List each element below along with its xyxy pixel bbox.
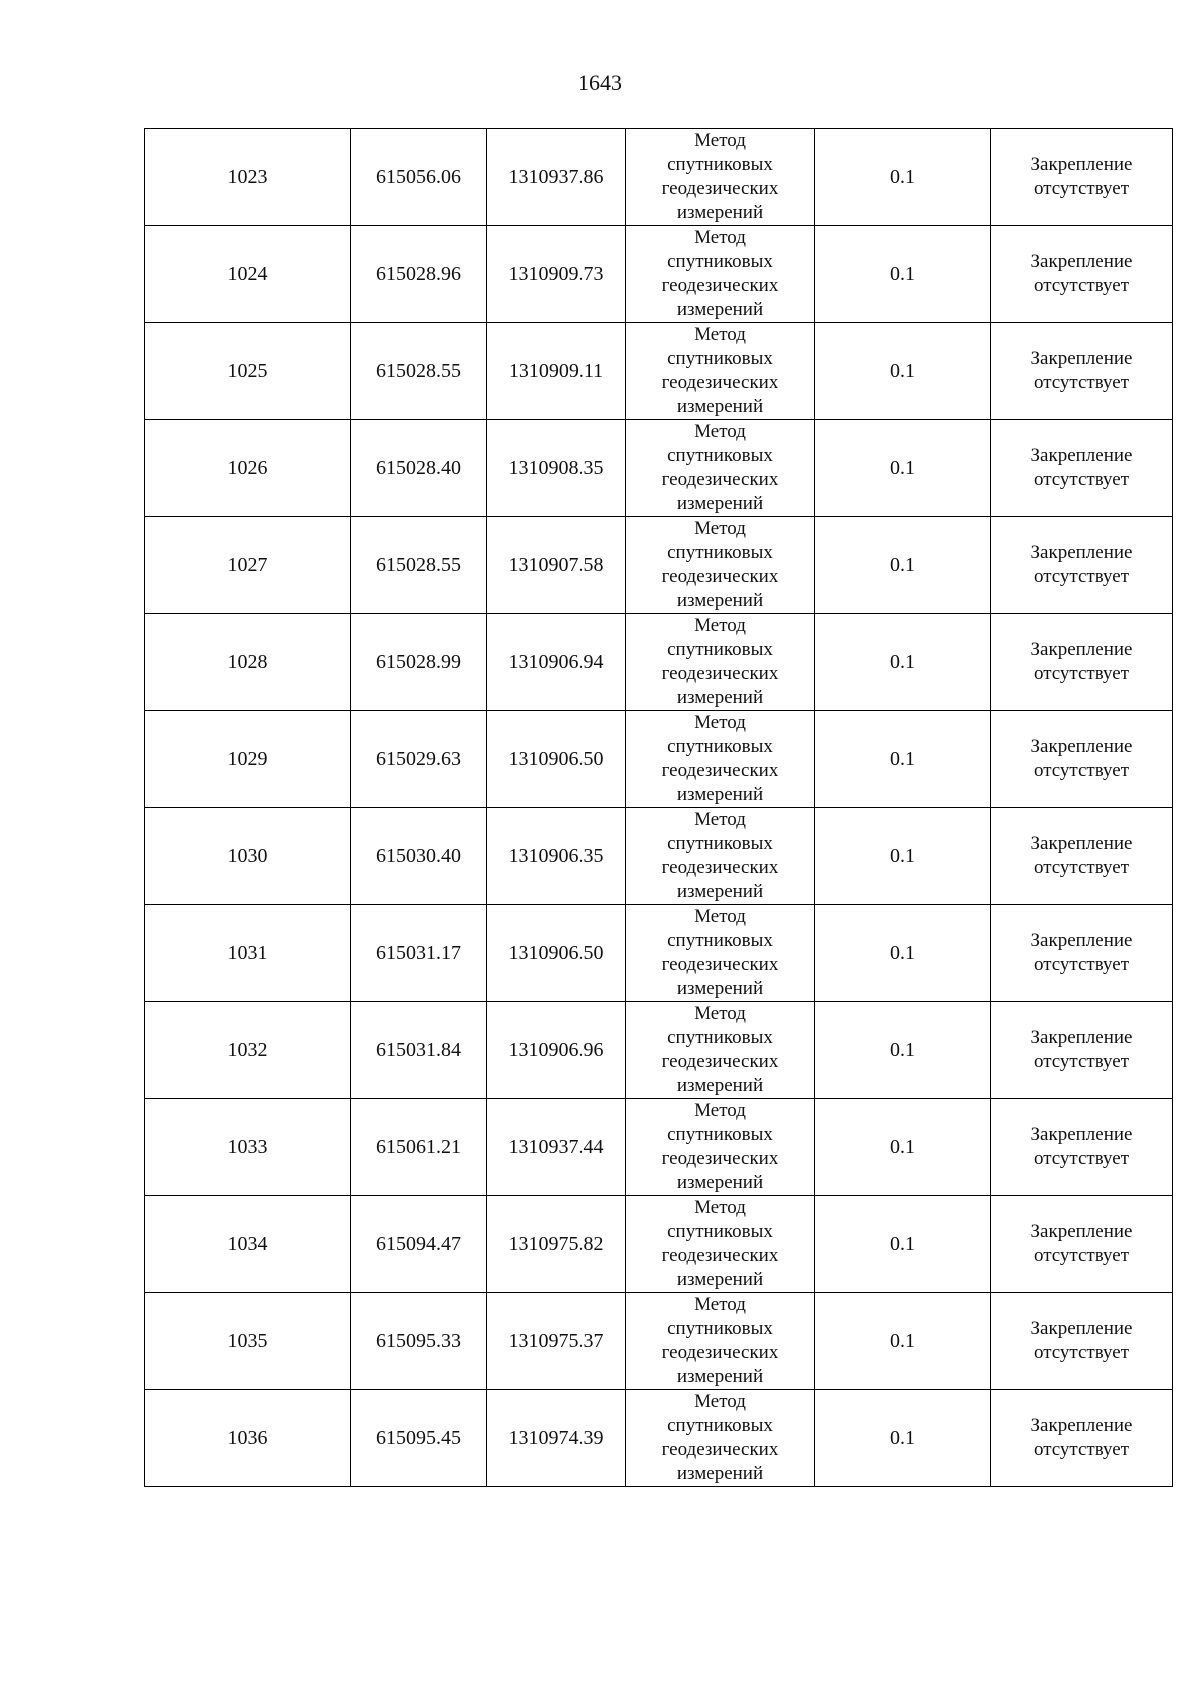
y-coordinate-cell: 1310908.35 (487, 420, 626, 517)
fixing-cell (991, 1390, 1173, 1487)
fixing-cell (991, 614, 1173, 711)
method-line: Метод (694, 615, 746, 636)
accuracy-cell: 0.1 (815, 905, 991, 1002)
accuracy-cell: 0.1 (815, 1390, 991, 1487)
y-coordinate-cell: 1310937.86 (487, 129, 626, 226)
accuracy-cell: 0.1 (815, 420, 991, 517)
x-coordinate-cell: 615028.55 (351, 517, 487, 614)
method-cell (626, 420, 815, 517)
fixing-line: Закрепление (1030, 833, 1133, 854)
method-line: геодезических (661, 954, 779, 975)
method-line: Метод (694, 518, 746, 539)
method-cell (626, 711, 815, 808)
method-line: измерений (676, 978, 764, 999)
method-line: измерений (676, 396, 764, 417)
method-line: Метод (694, 809, 746, 830)
point-number-cell: 1035 (145, 1293, 351, 1390)
fixing-line: отсутствует (1033, 566, 1130, 587)
table-row (145, 323, 1173, 420)
y-coordinate-cell: 1310906.50 (487, 905, 626, 1002)
x-coordinate-cell: 615029.63 (351, 711, 487, 808)
coordinates-table (144, 128, 1173, 1487)
method-line: Метод (694, 1197, 746, 1218)
fixing-line: Закрепление (1030, 251, 1133, 272)
accuracy-cell: 0.1 (815, 226, 991, 323)
method-line: спутниковых (667, 445, 773, 466)
y-coordinate-cell: 1310975.37 (487, 1293, 626, 1390)
fixing-line: отсутствует (1033, 1148, 1130, 1169)
fixing-line: Закрепление (1030, 154, 1133, 175)
method-line: геодезических (661, 469, 779, 490)
table-row (145, 905, 1173, 1002)
method-cell (626, 129, 815, 226)
fixing-line: Закрепление (1030, 348, 1133, 369)
method-line: Метод (694, 324, 746, 345)
fixing-cell (991, 711, 1173, 808)
point-number-cell: 1026 (145, 420, 351, 517)
method-line: геодезических (661, 857, 779, 878)
fixing-line: отсутствует (1033, 1245, 1130, 1266)
fixing-line: отсутствует (1033, 469, 1130, 490)
x-coordinate-cell: 615031.17 (351, 905, 487, 1002)
method-cell (626, 226, 815, 323)
table-row (145, 808, 1173, 905)
fixing-line: Закрепление (1030, 1318, 1133, 1339)
table-row (145, 1390, 1173, 1487)
accuracy-cell: 0.1 (815, 1002, 991, 1099)
y-coordinate-cell: 1310974.39 (487, 1390, 626, 1487)
fixing-line: отсутствует (1033, 275, 1130, 296)
method-line: геодезических (661, 566, 779, 587)
method-line: спутниковых (667, 542, 773, 563)
y-coordinate-cell: 1310975.82 (487, 1196, 626, 1293)
point-number-cell: 1030 (145, 808, 351, 905)
method-line: геодезических (661, 1051, 779, 1072)
method-cell (626, 323, 815, 420)
fixing-line: Закрепление (1030, 1124, 1133, 1145)
fixing-line: отсутствует (1033, 1439, 1130, 1460)
method-line: измерений (676, 881, 764, 902)
method-line: измерений (676, 590, 764, 611)
x-coordinate-cell: 615030.40 (351, 808, 487, 905)
page-number: 1643 (578, 70, 622, 95)
method-line: геодезических (661, 275, 779, 296)
fixing-line: отсутствует (1033, 760, 1130, 781)
method-line: измерений (676, 784, 764, 805)
method-line: измерений (676, 493, 764, 514)
table-row (145, 614, 1173, 711)
x-coordinate-cell: 615028.96 (351, 226, 487, 323)
method-cell (626, 1196, 815, 1293)
fixing-line: отсутствует (1033, 954, 1130, 975)
method-line: спутниковых (667, 1318, 773, 1339)
x-coordinate-cell: 615095.33 (351, 1293, 487, 1390)
method-cell (626, 614, 815, 711)
method-line: геодезических (661, 178, 779, 199)
fixing-line: отсутствует (1033, 1342, 1130, 1363)
method-line: спутниковых (667, 251, 773, 272)
x-coordinate-cell: 615095.45 (351, 1390, 487, 1487)
fixing-cell (991, 323, 1173, 420)
method-line: спутниковых (667, 1027, 773, 1048)
accuracy-cell: 0.1 (815, 129, 991, 226)
accuracy-cell: 0.1 (815, 1196, 991, 1293)
x-coordinate-cell: 615094.47 (351, 1196, 487, 1293)
method-line: спутниковых (667, 930, 773, 951)
method-line: Метод (694, 1003, 746, 1024)
method-line: спутниковых (667, 348, 773, 369)
table-body (145, 129, 1173, 1487)
method-line: измерений (676, 687, 764, 708)
x-coordinate-cell: 615028.55 (351, 323, 487, 420)
fixing-line: отсутствует (1033, 663, 1130, 684)
table-row (145, 1293, 1173, 1390)
method-line: Метод (694, 130, 746, 151)
point-number-cell: 1024 (145, 226, 351, 323)
method-cell (626, 1099, 815, 1196)
fixing-line: отсутствует (1033, 1051, 1130, 1072)
method-line: Метод (694, 906, 746, 927)
y-coordinate-cell: 1310909.73 (487, 226, 626, 323)
table-row (145, 1196, 1173, 1293)
point-number-cell: 1031 (145, 905, 351, 1002)
point-number-cell: 1029 (145, 711, 351, 808)
method-line: измерений (676, 202, 764, 223)
point-number-cell: 1032 (145, 1002, 351, 1099)
method-line: Метод (694, 227, 746, 248)
y-coordinate-cell: 1310906.50 (487, 711, 626, 808)
method-line: Метод (694, 1294, 746, 1315)
table-row (145, 129, 1173, 226)
fixing-cell (991, 1293, 1173, 1390)
fixing-cell (991, 1002, 1173, 1099)
x-coordinate-cell: 615028.40 (351, 420, 487, 517)
fixing-line: Закрепление (1030, 542, 1133, 563)
fixing-line: Закрепление (1030, 930, 1133, 951)
fixing-line: Закрепление (1030, 1027, 1133, 1048)
y-coordinate-cell: 1310906.35 (487, 808, 626, 905)
method-line: спутниковых (667, 1124, 773, 1145)
method-line: спутниковых (667, 736, 773, 757)
point-number-cell: 1027 (145, 517, 351, 614)
table-row (145, 711, 1173, 808)
point-number-cell: 1028 (145, 614, 351, 711)
method-line: геодезических (661, 663, 779, 684)
fixing-line: Закрепление (1030, 1415, 1133, 1436)
table-row (145, 226, 1173, 323)
method-line: геодезических (661, 1342, 779, 1363)
method-line: спутниковых (667, 639, 773, 660)
fixing-cell (991, 129, 1173, 226)
point-number-cell: 1034 (145, 1196, 351, 1293)
method-line: Метод (694, 421, 746, 442)
y-coordinate-cell: 1310906.94 (487, 614, 626, 711)
fixing-cell (991, 1196, 1173, 1293)
fixing-cell (991, 420, 1173, 517)
method-line: измерений (676, 1366, 764, 1387)
y-coordinate-cell: 1310937.44 (487, 1099, 626, 1196)
method-line: измерений (676, 299, 764, 320)
accuracy-cell: 0.1 (815, 323, 991, 420)
method-line: спутниковых (667, 833, 773, 854)
table-row (145, 420, 1173, 517)
method-line: геодезических (661, 1245, 779, 1266)
x-coordinate-cell: 615056.06 (351, 129, 487, 226)
fixing-line: отсутствует (1033, 372, 1130, 393)
point-number-cell: 1036 (145, 1390, 351, 1487)
table-row (145, 517, 1173, 614)
accuracy-cell: 0.1 (815, 808, 991, 905)
method-line: геодезических (661, 760, 779, 781)
fixing-cell (991, 905, 1173, 1002)
method-line: измерений (676, 1172, 764, 1193)
fixing-line: Закрепление (1030, 639, 1133, 660)
method-line: измерений (676, 1269, 764, 1290)
fixing-line: отсутствует (1033, 178, 1130, 199)
method-line: Метод (694, 1391, 746, 1412)
accuracy-cell: 0.1 (815, 711, 991, 808)
method-cell (626, 905, 815, 1002)
table-row (145, 1099, 1173, 1196)
accuracy-cell: 0.1 (815, 1099, 991, 1196)
fixing-line: Закрепление (1030, 1221, 1133, 1242)
x-coordinate-cell: 615061.21 (351, 1099, 487, 1196)
method-line: измерений (676, 1463, 764, 1484)
fixing-line: отсутствует (1033, 857, 1130, 878)
method-line: Метод (694, 712, 746, 733)
method-line: геодезических (661, 372, 779, 393)
fixing-cell (991, 226, 1173, 323)
point-number-cell: 1033 (145, 1099, 351, 1196)
method-line: Метод (694, 1100, 746, 1121)
method-cell (626, 808, 815, 905)
method-line: спутниковых (667, 1415, 773, 1436)
method-cell (626, 1390, 815, 1487)
x-coordinate-cell: 615028.99 (351, 614, 487, 711)
method-cell (626, 1293, 815, 1390)
method-line: спутниковых (667, 1221, 773, 1242)
fixing-cell (991, 808, 1173, 905)
accuracy-cell: 0.1 (815, 1293, 991, 1390)
method-line: геодезических (661, 1148, 779, 1169)
fixing-cell (991, 1099, 1173, 1196)
point-number-cell: 1025 (145, 323, 351, 420)
y-coordinate-cell: 1310906.96 (487, 1002, 626, 1099)
y-coordinate-cell: 1310907.58 (487, 517, 626, 614)
method-cell (626, 517, 815, 614)
table-row (145, 1002, 1173, 1099)
fixing-line: Закрепление (1030, 736, 1133, 757)
accuracy-cell: 0.1 (815, 614, 991, 711)
method-cell (626, 1002, 815, 1099)
point-number-cell: 1023 (145, 129, 351, 226)
x-coordinate-cell: 615031.84 (351, 1002, 487, 1099)
method-line: спутниковых (667, 154, 773, 175)
method-line: геодезических (661, 1439, 779, 1460)
fixing-cell (991, 517, 1173, 614)
accuracy-cell: 0.1 (815, 517, 991, 614)
fixing-line: Закрепление (1030, 445, 1133, 466)
y-coordinate-cell: 1310909.11 (487, 323, 626, 420)
method-line: измерений (676, 1075, 764, 1096)
